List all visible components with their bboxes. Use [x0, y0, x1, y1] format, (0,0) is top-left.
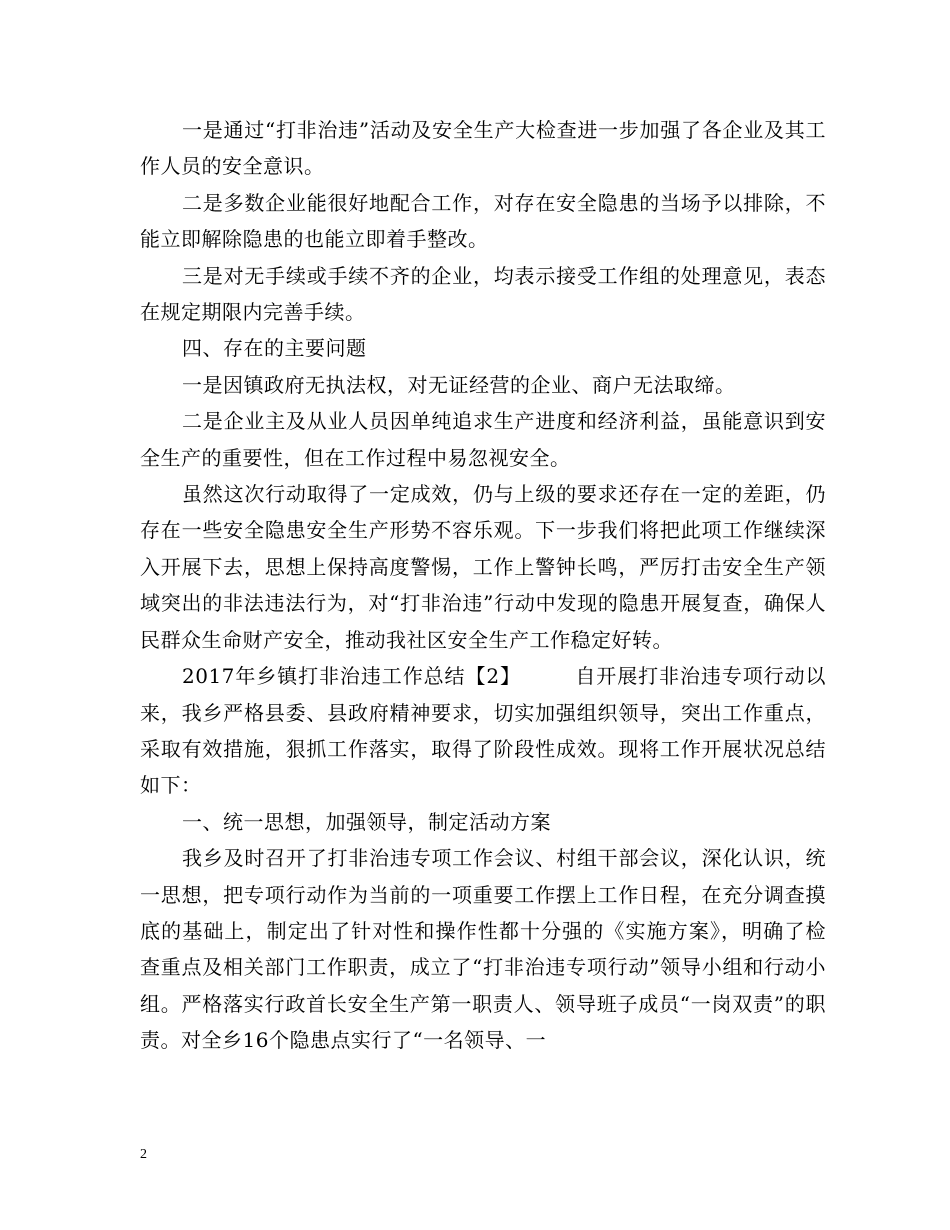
- paragraph-3: 三是对无手续或手续不齐的企业，均表示接受工作组的处理意见，表态在规定期限内完善手续。: [140, 263, 826, 325]
- section2-paragraph: [140, 658, 826, 804]
- paragraph-1: 一是通过“打非治违”活动及安全生产大检查进一步加强了各企业及其工作人员的安全意识。: [140, 118, 826, 179]
- section-heading-unify: 一、统一思想，加强领导，制定活动方案: [182, 809, 551, 834]
- paragraph-7: 虽然这次行动取得了一定成效，仍与上级的要求还存在一定的差距，仍存在一些安全隐患安全生产形势不容乐观。下一步我们将把此项工作继续深入开展下去，思想上保持高度警惕，工作上警钟长鸣，严厉打击安全生产领域突出的非法违法行为，对“打非治违”行动中发现的隐患开展复查，确保人民群众生命财产安全，推动我社区安全生产工作稳定好转。: [140, 482, 826, 652]
- section2-intro: 自开展打非治违专项行动以来，我乡严格县委、县政府精神要求，切实加强组织领导，突出工作重点，采取有效措施，狠抓工作落实，取得了阶段性成效。现将工作开展状况总结如下：: [140, 664, 827, 798]
- paragraph-2: 二是多数企业能很好地配合工作，对存在安全隐患的当场予以排除，不能立即解除隐患的也能立即着手整改。: [140, 190, 826, 252]
- document-body: [140, 112, 826, 1059]
- paragraph-5: 一是因镇政府无执法权，对无证经营的企业、商户无法取缔。: [182, 372, 736, 397]
- paragraph-final: 我乡及时召开了打非治违专项工作会议、村组干部会议，深化认识，统一思想，把专项行动作为当前的一项重要工作摆上工作日程，在充分调查摸底的基础上，制定出了针对性和操作性都十分强的《实施方案》，明确了检查重点及相关部门工作职责，成立了“打非治违专项行动”领导小组和行动小组。严格落实行政首长安全生产第一职责人、领导班子成员“一岗双责”的职责。对全乡16个隐患点实行了“一名领导、一: [140, 846, 826, 1053]
- section-heading-problems: 四、存在的主要问题: [182, 336, 367, 361]
- page-number: 2: [140, 1147, 147, 1162]
- section2-title: 2017年乡镇打非治违工作总结【2】: [182, 664, 521, 689]
- paragraph-6: 二是企业主及从业人员因单纯追求生产进度和经济利益，虽能意识到安全生产的重要性，但在工作过程中易忽视安全。: [140, 409, 826, 470]
